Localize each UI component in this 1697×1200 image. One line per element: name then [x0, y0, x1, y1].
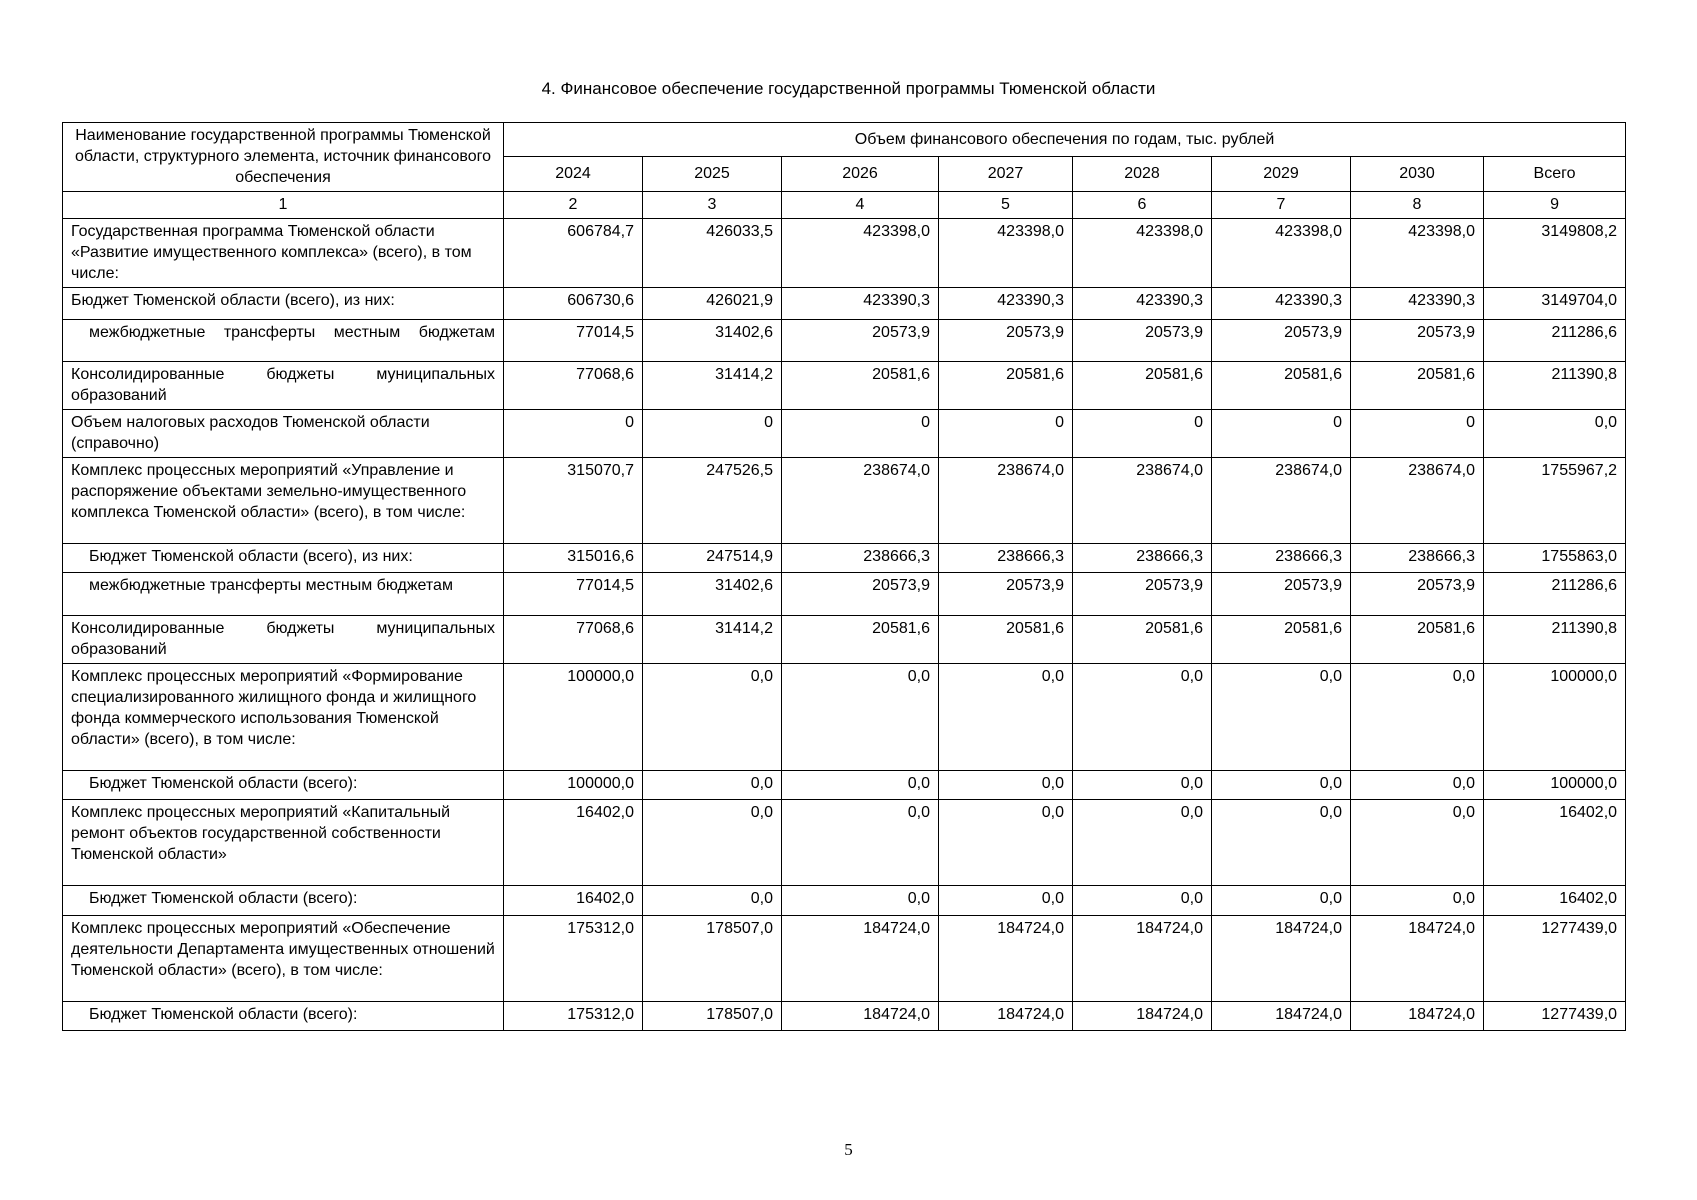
volume-header: Объем финансового обеспечения по годам, тыс. рублей: [504, 123, 1626, 157]
row-name: Государственная программа Тюменской области «Развитие имущественного комплекса» (всего), в том числе:: [63, 219, 504, 288]
row-name: межбюджетные трансферты местным бюджетам: [63, 573, 504, 616]
value-cell: 423398,0: [1073, 219, 1212, 288]
value-cell: 0,0: [643, 800, 782, 886]
value-cell: 20581,6: [1073, 616, 1212, 664]
value-cell: 238674,0: [782, 458, 939, 544]
value-cell: 77068,6: [504, 362, 643, 410]
value-cell: 20581,6: [939, 616, 1073, 664]
value-cell: 0: [1212, 410, 1351, 458]
value-cell: 184724,0: [1073, 1002, 1212, 1031]
value-cell: 0,0: [1351, 664, 1484, 771]
value-cell: 31402,6: [643, 573, 782, 616]
value-cell: 20581,6: [1212, 616, 1351, 664]
value-cell: 606730,6: [504, 288, 643, 320]
value-cell: 178507,0: [643, 1002, 782, 1031]
value-cell: 184724,0: [1212, 1002, 1351, 1031]
value-cell: 315070,7: [504, 458, 643, 544]
value-cell: 20573,9: [782, 573, 939, 616]
total-cell: 100000,0: [1484, 664, 1626, 771]
row-name: Консолидированные бюджеты муниципальных образований: [63, 362, 504, 410]
value-cell: 0,0: [643, 664, 782, 771]
value-cell: 0: [504, 410, 643, 458]
value-cell: 184724,0: [782, 1002, 939, 1031]
table-row: [63, 219, 1626, 288]
name-column-header: Наименование государственной программы Тюменской области, структурного элемента, источник финансового обеспечения: [63, 123, 504, 192]
value-cell: 16402,0: [504, 800, 643, 886]
value-cell: 238666,3: [1351, 544, 1484, 573]
value-cell: 20581,6: [939, 362, 1073, 410]
value-cell: 20581,6: [782, 616, 939, 664]
value-cell: 184724,0: [1351, 916, 1484, 1002]
column-number: 8: [1351, 192, 1484, 219]
value-cell: 0,0: [1351, 800, 1484, 886]
value-cell: 0: [643, 410, 782, 458]
total-cell: 1755967,2: [1484, 458, 1626, 544]
value-cell: 0,0: [1073, 771, 1212, 800]
value-cell: 184724,0: [939, 1002, 1073, 1031]
value-cell: 184724,0: [939, 916, 1073, 1002]
table-body: [63, 219, 1626, 1031]
value-cell: 20573,9: [1351, 320, 1484, 362]
value-cell: 0,0: [782, 664, 939, 771]
row-name: Объем налоговых расходов Тюменской области (справочно): [63, 410, 504, 458]
value-cell: 0: [939, 410, 1073, 458]
value-cell: 16402,0: [504, 886, 643, 916]
page-number: 5: [844, 1140, 853, 1159]
value-cell: 0,0: [1351, 886, 1484, 916]
value-cell: 0,0: [1212, 664, 1351, 771]
total-cell: 16402,0: [1484, 800, 1626, 886]
value-cell: 315016,6: [504, 544, 643, 573]
total-cell: 211390,8: [1484, 616, 1626, 664]
column-number: 9: [1484, 192, 1626, 219]
value-cell: 0,0: [1351, 771, 1484, 800]
table-row: [63, 916, 1626, 1002]
value-cell: 184724,0: [1073, 916, 1212, 1002]
row-name: Комплекс процессных мероприятий «Обеспечение деятельности Департамента имущественных отношений Тюменской области» (всего), в том числе:: [63, 916, 504, 1002]
value-cell: 238666,3: [782, 544, 939, 573]
row-name: Бюджет Тюменской области (всего):: [63, 771, 504, 800]
value-cell: 0,0: [1212, 800, 1351, 886]
value-cell: 20573,9: [1212, 320, 1351, 362]
value-cell: 426033,5: [643, 219, 782, 288]
row-name: Комплекс процессных мероприятий «Формирование специализированного жилищного фонда и жилищного фонда коммерческого использования Тюменской области» (всего), в том числе:: [63, 664, 504, 771]
value-cell: 423390,3: [1073, 288, 1212, 320]
total-cell: 1277439,0: [1484, 916, 1626, 1002]
value-cell: 0,0: [1212, 771, 1351, 800]
total-header: Всего: [1484, 157, 1626, 192]
value-cell: 238674,0: [1212, 458, 1351, 544]
row-name: Бюджет Тюменской области (всего), из них:: [63, 544, 504, 573]
value-cell: 184724,0: [1212, 916, 1351, 1002]
column-number: 2: [504, 192, 643, 219]
value-cell: 423390,3: [939, 288, 1073, 320]
value-cell: 238666,3: [1212, 544, 1351, 573]
row-name: Бюджет Тюменской области (всего):: [63, 886, 504, 916]
value-cell: 238674,0: [939, 458, 1073, 544]
total-cell: 3149704,0: [1484, 288, 1626, 320]
value-cell: 178507,0: [643, 916, 782, 1002]
value-cell: 0,0: [782, 800, 939, 886]
value-cell: 20573,9: [1073, 573, 1212, 616]
value-cell: 77068,6: [504, 616, 643, 664]
row-name: Бюджет Тюменской области (всего), из них:: [63, 288, 504, 320]
year-header: 2029: [1212, 157, 1351, 192]
row-name: Комплекс процессных мероприятий «Управление и распоряжение объектами земельно-имущественного комплекса Тюменской области» (всего), в том числе:: [63, 458, 504, 544]
year-header: 2024: [504, 157, 643, 192]
value-cell: 20573,9: [1073, 320, 1212, 362]
column-number: 3: [643, 192, 782, 219]
value-cell: 0,0: [939, 886, 1073, 916]
header-row-1: [63, 123, 1626, 157]
value-cell: 31414,2: [643, 616, 782, 664]
value-cell: 20581,6: [1073, 362, 1212, 410]
value-cell: 20581,6: [1212, 362, 1351, 410]
table-row: [63, 664, 1626, 771]
value-cell: 100000,0: [504, 771, 643, 800]
value-cell: 0,0: [1073, 664, 1212, 771]
financing-table: [62, 122, 1626, 1031]
value-cell: 423398,0: [1212, 219, 1351, 288]
value-cell: 0,0: [1212, 886, 1351, 916]
value-cell: 423390,3: [1212, 288, 1351, 320]
value-cell: 77014,5: [504, 573, 643, 616]
column-number: 4: [782, 192, 939, 219]
column-numbers-row: [63, 192, 1626, 219]
value-cell: 31414,2: [643, 362, 782, 410]
total-cell: 211286,6: [1484, 573, 1626, 616]
year-header: 2027: [939, 157, 1073, 192]
table-row: [63, 1002, 1626, 1031]
column-number: 5: [939, 192, 1073, 219]
value-cell: 20573,9: [939, 320, 1073, 362]
value-cell: 20573,9: [782, 320, 939, 362]
value-cell: 423398,0: [939, 219, 1073, 288]
value-cell: 0,0: [939, 800, 1073, 886]
value-cell: 423398,0: [782, 219, 939, 288]
total-cell: 100000,0: [1484, 771, 1626, 800]
table-row: [63, 320, 1626, 362]
value-cell: 0: [782, 410, 939, 458]
value-cell: 0,0: [782, 771, 939, 800]
value-cell: 238666,3: [939, 544, 1073, 573]
value-cell: 0,0: [939, 664, 1073, 771]
document-title: 4. Финансовое обеспечение государственной программы Тюменской области: [541, 79, 1156, 98]
column-number: 7: [1212, 192, 1351, 219]
table-row: [63, 886, 1626, 916]
row-name: Консолидированные бюджеты муниципальных образований: [63, 616, 504, 664]
value-cell: 175312,0: [504, 916, 643, 1002]
value-cell: 0,0: [782, 886, 939, 916]
column-number: 1: [63, 192, 504, 219]
value-cell: 175312,0: [504, 1002, 643, 1031]
row-name: Комплекс процессных мероприятий «Капитальный ремонт объектов государственной собственности Тюменской области»: [63, 800, 504, 886]
year-header: 2030: [1351, 157, 1484, 192]
value-cell: 423390,3: [1351, 288, 1484, 320]
value-cell: 606784,7: [504, 219, 643, 288]
value-cell: 238674,0: [1073, 458, 1212, 544]
value-cell: 0,0: [643, 886, 782, 916]
year-header: 2026: [782, 157, 939, 192]
row-name: межбюджетные трансферты местным бюджетам: [63, 320, 504, 362]
value-cell: 238666,3: [1073, 544, 1212, 573]
value-cell: 0,0: [643, 771, 782, 800]
value-cell: 247526,5: [643, 458, 782, 544]
table-row: [63, 771, 1626, 800]
year-header: 2025: [643, 157, 782, 192]
table-row: [63, 800, 1626, 886]
total-cell: 211390,8: [1484, 362, 1626, 410]
value-cell: 0: [1073, 410, 1212, 458]
value-cell: 77014,5: [504, 320, 643, 362]
total-cell: 1755863,0: [1484, 544, 1626, 573]
value-cell: 423398,0: [1351, 219, 1484, 288]
value-cell: 31402,6: [643, 320, 782, 362]
table-row: [63, 362, 1626, 410]
table-row: [63, 288, 1626, 320]
value-cell: 247514,9: [643, 544, 782, 573]
table-row: [63, 616, 1626, 664]
value-cell: 20581,6: [1351, 616, 1484, 664]
table-row: [63, 458, 1626, 544]
total-cell: 16402,0: [1484, 886, 1626, 916]
table-row: [63, 544, 1626, 573]
value-cell: 20581,6: [782, 362, 939, 410]
total-cell: 1277439,0: [1484, 1002, 1626, 1031]
value-cell: 20573,9: [1351, 573, 1484, 616]
table-row: [63, 410, 1626, 458]
value-cell: 184724,0: [782, 916, 939, 1002]
total-cell: 211286,6: [1484, 320, 1626, 362]
value-cell: 184724,0: [1351, 1002, 1484, 1031]
value-cell: 0: [1351, 410, 1484, 458]
value-cell: 100000,0: [504, 664, 643, 771]
value-cell: 238674,0: [1351, 458, 1484, 544]
value-cell: 423390,3: [782, 288, 939, 320]
row-name: Бюджет Тюменской области (всего):: [63, 1002, 504, 1031]
year-header: 2028: [1073, 157, 1212, 192]
total-cell: 0,0: [1484, 410, 1626, 458]
value-cell: 20573,9: [1212, 573, 1351, 616]
value-cell: 20581,6: [1351, 362, 1484, 410]
value-cell: 20573,9: [939, 573, 1073, 616]
value-cell: 426021,9: [643, 288, 782, 320]
column-number: 6: [1073, 192, 1212, 219]
table-row: [63, 573, 1626, 616]
value-cell: 0,0: [939, 771, 1073, 800]
total-cell: 3149808,2: [1484, 219, 1626, 288]
value-cell: 0,0: [1073, 886, 1212, 916]
value-cell: 0,0: [1073, 800, 1212, 886]
